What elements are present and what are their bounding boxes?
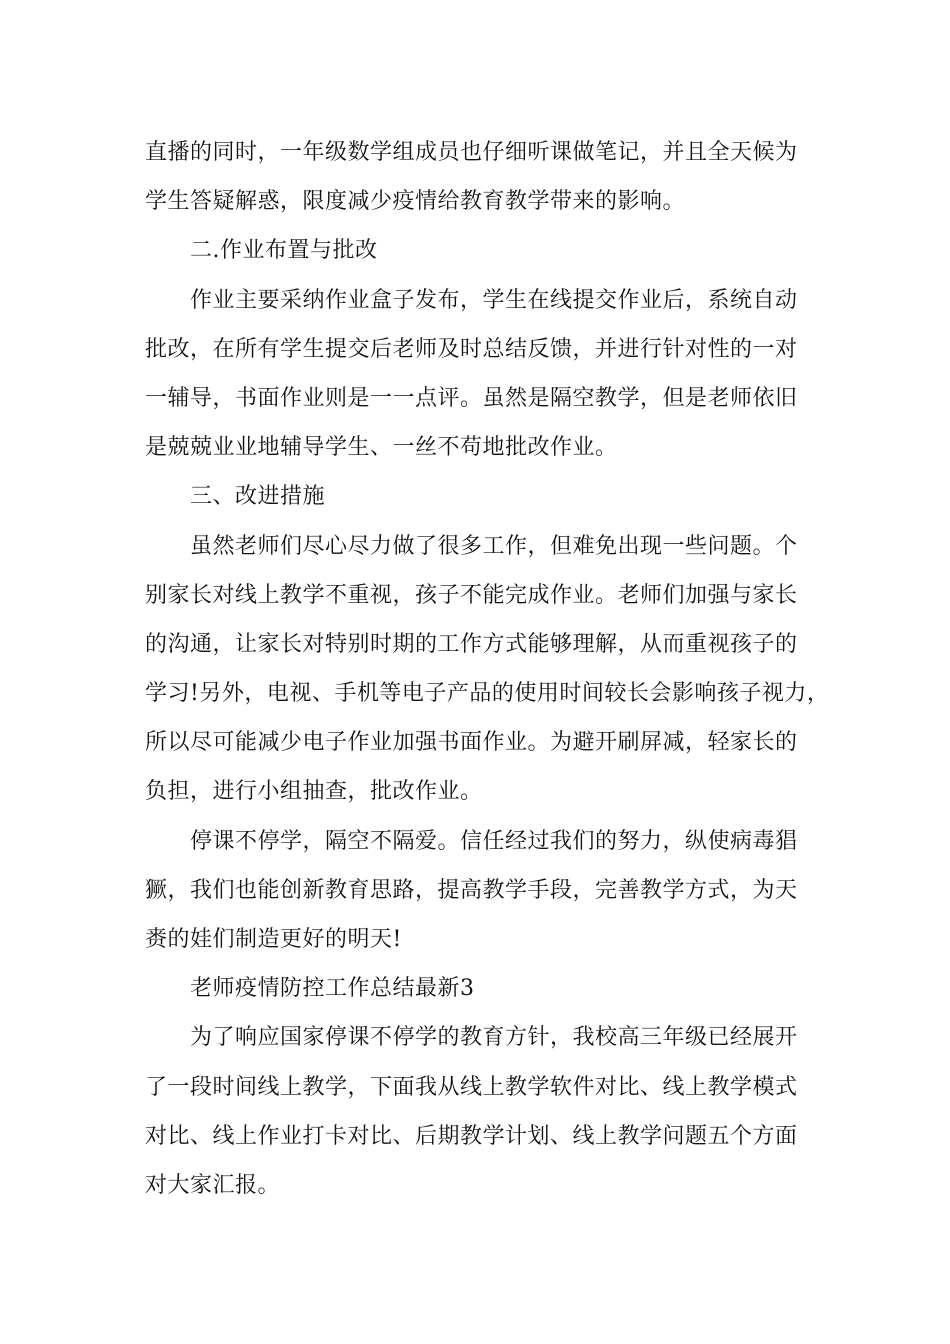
text-line: 批改，在所有学生提交后老师及时总结反馈，并进行针对性的一对 [145, 336, 798, 362]
article-title-3: 老师疫情防控工作总结最新3 [190, 976, 475, 1002]
text-line: 赉的娃们制造更好的明天! [145, 927, 402, 952]
text-line: 一辅导，书面作业则是一一点评。虽然是隔空教学，但是老师依旧 [145, 385, 798, 411]
text-line: 对比、线上作业打卡对比、后期教学计划、线上教学问题五个方面 [145, 1123, 798, 1149]
text-line: 学习!另外，电视、手机等电子产品的使用时间较长会影响孩子视力， [145, 681, 830, 707]
text-line: 对大家汇报。 [145, 1172, 281, 1198]
text-line: 学生答疑解惑，限度减少疫情给教育教学带来的影响。 [145, 189, 686, 215]
text-line: 停课不停学，隔空不隔爱。信任经过我们的努力，纵使病毒猖 [190, 828, 798, 854]
text-line: 所以尽可能减少电子作业加强书面作业。为避开刷屏减，轻家长的 [145, 730, 798, 756]
text-line: 獗，我们也能创新教育思路，提高教学手段，完善教学方式，为天 [145, 877, 798, 903]
text-line: 别家长对线上教学不重视，孩子不能完成作业。老师们加强与家长 [145, 582, 798, 608]
section-heading-improvements: 三、改进措施 [190, 484, 326, 510]
document-body [145, 128, 835, 1210]
text-line: 了一段时间线上教学，下面我从线上教学软件对比、线上教学模式 [145, 1074, 798, 1100]
text-line: 为了响应国家停课不停学的教育方针，我校高三年级已经展开 [190, 1025, 798, 1051]
text-line: 直播的同时，一年级数学组成员也仔细听课做笔记，并且全天候为 [145, 140, 798, 165]
section-heading-homework: 二.作业布置与批改 [190, 238, 378, 264]
text-line: 虽然老师们尽心尽力做了很多工作，但难免出现一些问题。个 [190, 533, 798, 559]
text-line: 作业主要采纳作业盒子发布，学生在线提交作业后，系统自动 [190, 287, 798, 313]
text-line: 负担，进行小组抽查，批改作业。 [145, 779, 483, 805]
text-line: 是兢兢业业地辅导学生、一丝不苟地批改作业。 [145, 435, 618, 461]
text-line: 的沟通，让家长对特别时期的工作方式能够理解，从而重视孩子的 [145, 631, 798, 657]
